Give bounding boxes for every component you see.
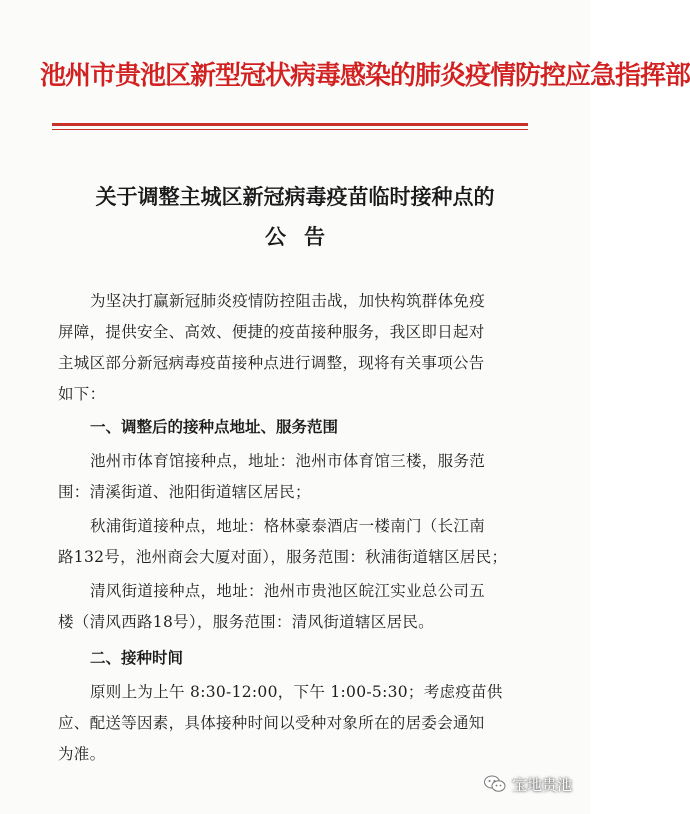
section-2-heading: 二、接种时间 xyxy=(90,649,184,667)
intro-line: 为坚决打赢新冠肺炎疫情防控阻击战，加快构筑群体免疫 xyxy=(90,292,486,310)
section-1-heading: 一、调整后的接种点地址、服务范围 xyxy=(90,418,339,436)
site-1-line: 池州市体育馆接种点，地址：池州市体育馆三楼，服务范 xyxy=(90,452,486,470)
intro-line: 屏障，提供安全、高效、便捷的疫苗接种服务，我区即日起对 xyxy=(58,323,485,341)
notice-title-line-2: 公告 xyxy=(265,225,343,249)
watermark-text: 宝地贵池 xyxy=(511,775,572,794)
site-2-line: 秋浦街道接种点，地址：格林豪泰酒店一楼南门（长江南 xyxy=(90,517,486,535)
masthead-rule-thick xyxy=(52,123,528,126)
notice-title-line-1: 关于调整主城区新冠病毒疫苗临时接种点的 xyxy=(95,185,495,209)
intro-line: 主城区部分新冠病毒疫苗接种点进行调整，现将有关事项公告 xyxy=(58,354,485,372)
masthead-rule-thin xyxy=(52,129,528,130)
intro-line: 如下： xyxy=(58,385,106,403)
site-2-line: 路132号，池州商会大厦对面），服务范围：秋浦街道辖区居民； xyxy=(58,548,508,566)
wechat-icon xyxy=(484,775,506,793)
time-line: 应、配送等因素，具体接种时间以受种对象所在的居委会通知 xyxy=(58,714,485,732)
site-1-line: 围：清溪街道、池阳街道辖区居民； xyxy=(58,483,311,501)
site-3-line: 楼（清风西路18号），服务范围：清风街道辖区居民。 xyxy=(58,613,434,631)
masthead-title: 池州市贵池区新型冠状病毒感染的肺炎疫情防控应急指挥部 xyxy=(40,61,690,91)
time-line: 原则上为上午 8:30-12:00，下午 1:00-5:30；考虑疫苗供 xyxy=(90,683,503,701)
site-3-line: 清风街道接种点，地址：池州市贵池区皖江实业总公司五 xyxy=(90,582,486,600)
watermark xyxy=(484,772,572,796)
time-line: 为准。 xyxy=(58,745,106,763)
